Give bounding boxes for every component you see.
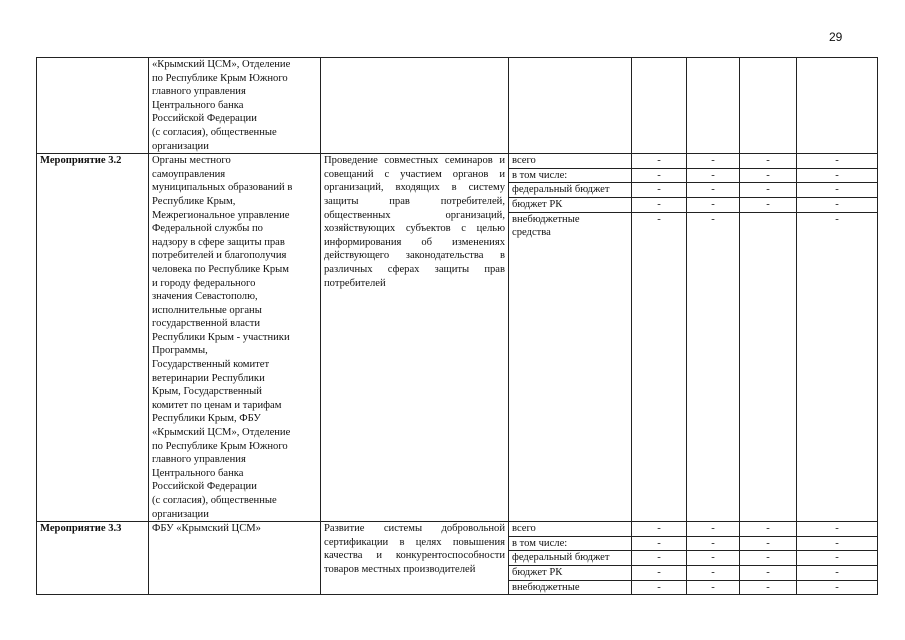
value-cell: - [687,536,739,551]
source-label: в том числе: [509,168,631,183]
event-cell: Мероприятие 3.2 [37,154,149,522]
value-cell: - [797,197,877,212]
value-column [797,154,878,522]
value-cell: - [797,212,877,226]
value-cell [740,212,796,226]
source-label: в том числе: [509,536,631,551]
value-cell: - [632,183,686,198]
value-cell: - [835,523,839,535]
value-cell: - [632,536,686,551]
value-cell: - [711,155,715,167]
executor-cell: ФБУ «Крымский ЦСМ» [149,522,321,595]
value-cell: - [687,183,739,198]
value-cell: - [766,155,770,167]
event-cell [37,58,149,154]
description-cell: Проведение совместных семинаров и совещаний с участием органов и организаций, входящих в систему защиты прав потребителей, общественных организаций, хозяйствующих субъектов с целью информирования об изменениях действующего законодательства в различных сферах защиты прав потребителей [321,154,509,522]
table-row [37,58,878,154]
value-cell: - [632,212,686,226]
source-label: внебюджетные [509,580,631,594]
value-cell: - [740,565,796,580]
value-cell: - [797,580,877,594]
value-cell: - [632,197,686,212]
value-cell: - [632,580,686,594]
source-label: всего [512,523,536,535]
source-list [509,522,631,594]
value-cell: - [687,212,739,226]
value-column [687,154,740,522]
value-cell: - [657,523,661,535]
value-cell: - [740,551,796,566]
value-cell: - [797,536,877,551]
value-cell: - [797,565,877,580]
value-cell: - [797,168,877,183]
value-column [632,522,687,595]
value-cell: - [711,523,715,535]
source-cell [509,522,632,595]
description-cell: Развитие системы добровольной сертификации в целях повышения качества и конкурентоспособности товаров местных производителей [321,522,509,595]
value-cell: - [632,551,686,566]
value-cell: - [835,155,839,167]
value-cell: - [797,183,877,198]
table-row [37,522,878,595]
value-cell: - [740,183,796,198]
value-cell: - [740,580,796,594]
source-cell [509,58,632,154]
value-cell: - [740,197,796,212]
program-table [36,57,878,595]
value-cell: - [632,168,686,183]
value-column [797,522,878,595]
value-column [740,154,797,522]
source-label: федеральный бюджет [509,551,631,566]
table-row [37,154,878,522]
value-column [632,154,687,522]
value-cell: - [797,551,877,566]
source-label: бюджет РК [509,197,631,212]
source-cell [509,154,632,522]
executor-cell: Органы местного самоуправления муниципальных образований в Республике Крым, Межрегиональное управление Федеральной службы по надзору в сфере защиты прав потребителей и благополучия человека по Республике Крым и городу федерального значения Севастополю, исполнительные органы государственной власти Республики Крым - участники Программы, Государственный комитет ветеринарии Республики Крым, Государственный комитет по ценам и тарифам Республики Крым, ФБУ «Крымский ЦСМ», Отделение по Республике Крым Южного главного управления Центрального банка Российской Федерации (с согласия), общественные организации [149,154,321,522]
value-cell: - [740,168,796,183]
source-label: всего [512,155,536,167]
value-cell: - [657,155,661,167]
value-column [740,522,797,595]
source-label: федеральный бюджет [509,183,631,198]
value-cell: - [740,536,796,551]
value-cell: - [766,523,770,535]
source-label: внебюджетные средства [509,212,631,240]
value-column [687,522,740,595]
source-list [509,154,631,240]
value-cell: - [687,565,739,580]
executor-cell: «Крымский ЦСМ», Отделение по Республике Крым Южного главного управления Центрального банка Российской Федерации (с согласия), общественные организации [149,58,321,154]
source-label: бюджет РК [509,565,631,580]
value-cell: - [687,551,739,566]
page-number: 29 [829,30,843,44]
value-cell: - [687,580,739,594]
value-cell: - [632,565,686,580]
value-cell: - [687,168,739,183]
value-cell: - [687,197,739,212]
description-cell [321,58,509,154]
event-cell: Мероприятие 3.3 [37,522,149,595]
